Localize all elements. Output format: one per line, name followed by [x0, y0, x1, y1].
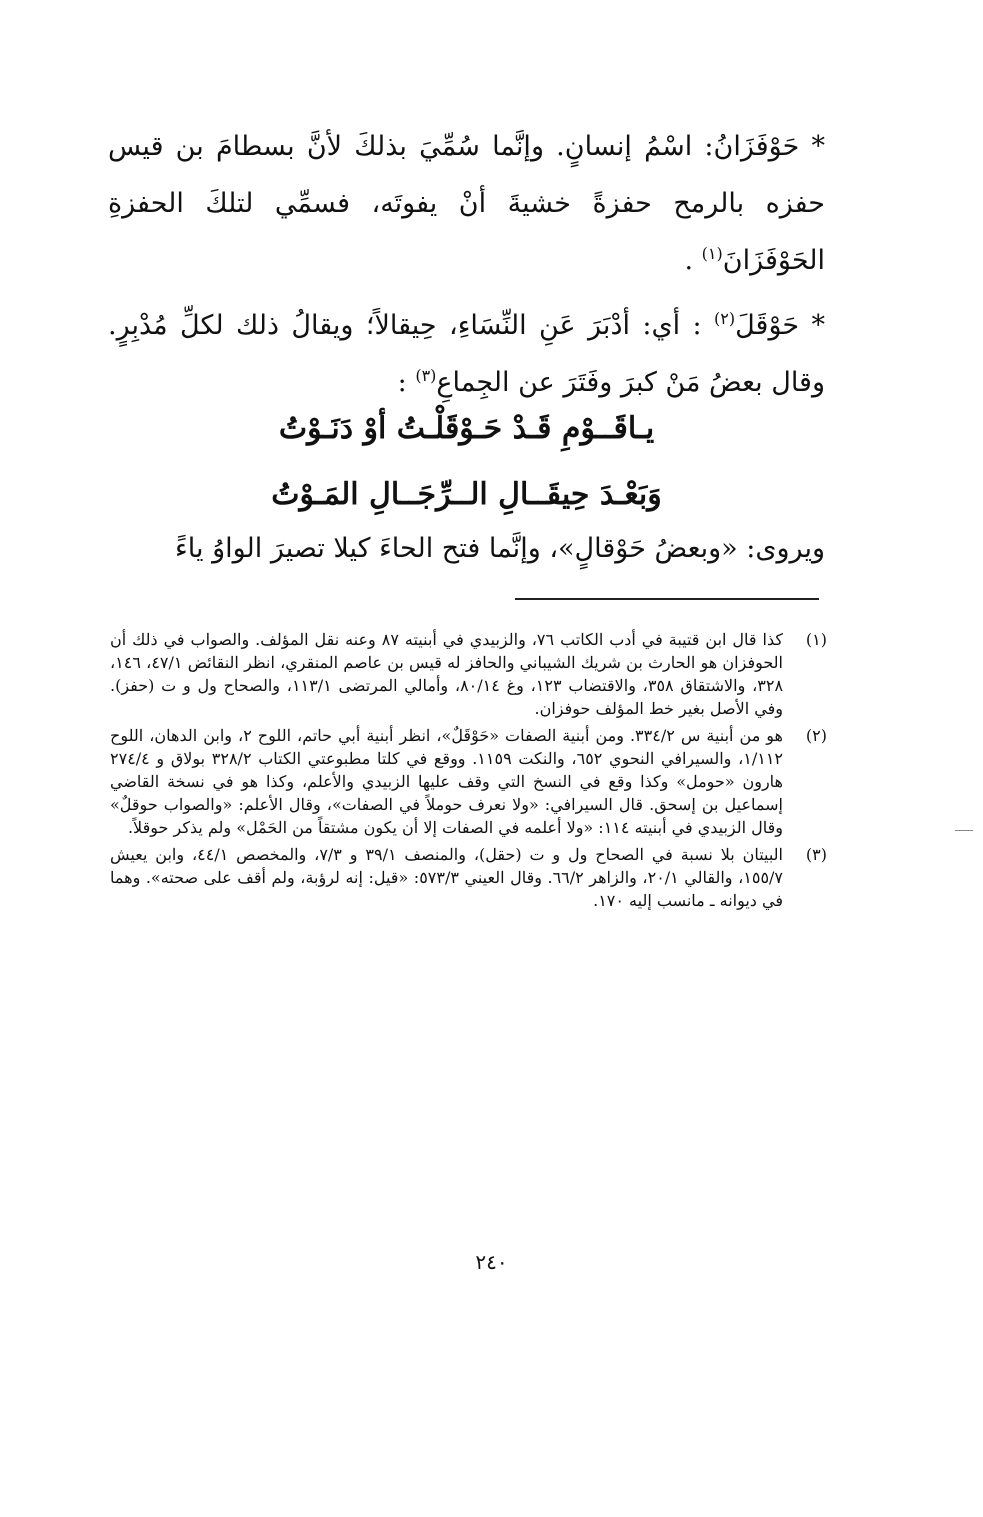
footnote-text: هو من أبنية س ٣٣٤/٢. ومن أبنية الصفات «حَوْقَلٌ»، انظر أبنية أبي حاتم، اللوح ٢، وابن الدهان، اللوح ١/١١٢، والسيرافي النحوي ٦٥٢، والنكت ١١٥٩. ووقع في كلتا مطبوعتي الكتاب ٣٢٨/٢ بولاق و ٢٧٤/٤ هارون «حومل» وكذا وقع في النسخ التي وقف عليها الزبيدي والأعلم، وكذا هو في نسخة القاضي إسماعيل بن إسحق. قال السيرافي: «ولا نعرف حوملاً في الصفات»، وقال الأعلم: «والصواب حوقلٌ» وقال الزبيدي في أبنيته ١١٤: «ولا أعلمه في الصفات إلا أن يكون مشتقاً من الحَمْل» ولم يذكر حوقلاً. [110, 726, 784, 837]
scan-margin-mark [955, 830, 973, 831]
poem-verses [200, 398, 733, 526]
entry-hawfazan-end: . [684, 245, 702, 276]
entry-hawfazan-text: * حَوْفَزَانُ: اسْمُ إنسانٍ. وإنَّما سُمِّيَ بذلكَ لأنَّ بسطامَ بن قيس حفزه بالرمح حفزةً خشيةَ أنْ يفوتَه، فسمِّي لتلكَ الحفزةِ الحَوْفَزَانَ [108, 131, 825, 276]
entry-hawqal-text: : أي: أدْبَرَ عَنِ النِّسَاءِ، حِيقالاً؛ ويقالُ ذلك لكلِّ مُدْبِرٍ. وقال بعضُ مَنْ كبرَ وفَتَرَ عن الجِماعِ [108, 310, 825, 398]
footnote-number: (١) [805, 630, 827, 649]
verse-line-2: وَبَعْـدَ حِيقَــالِ الــرِّجَــالِ المَـوْتُ [271, 477, 662, 512]
footnote-2 [110, 724, 827, 839]
page-number: ٢٤٠ [475, 1250, 508, 1274]
footnote-1 [110, 628, 827, 720]
entry-hawqal-head: * حَوْقَلَ [735, 310, 825, 341]
footnote-3 [110, 843, 827, 912]
footnote-number: (٢) [805, 726, 827, 745]
verse-line-1: يـاقَــوْمِ قَـدْ حَـوْقَلْـتُ أوْ دَنَـوْتُ [278, 411, 655, 446]
entry-hawqal [108, 297, 825, 411]
riwaya-line: ويروى: «وبعضُ حَوْقالٍ»، وإنَّما فتح الحاءَ كيلا تصيرَ الواوُ ياءً [175, 533, 825, 564]
footnote-separator [515, 598, 819, 600]
footnote-ref-2: (٢) [714, 309, 736, 328]
entry-hawfazan [108, 118, 825, 289]
footnote-text: كذا قال ابن قتيبة في أدب الكاتب ٧٦، والزبيدي في أبنيته ٨٧ وعنه نقل المؤلف. والصواب في ذلك أن الحوفزان هو الحارث بن شريك الشيباني والحافز له قيس بن عاصم المنقري، انظر النقائض ٤٧/١، ١٤٦، ٣٢٨، والاشتقاق ٣٥٨، والاقتضاب ١٢٣، وغ ٨٠/١٤، وأمالي المرتضى ١١٣/١، والصحاح ول و ت (حفز). وفي الأصل بغير خط المؤلف حوفزان. [110, 630, 784, 718]
footnotes [110, 628, 827, 916]
footnote-text: البيتان بلا نسبة في الصحاح ول و ت (حقل)، والمنصف ٣٩/١ و ٧/٣، والمخصص ٤٤/١، وابن يعيش ١٥٥/٧، والقالي ٢٠/١، والزاهر ٦٦/٢. وقال العيني ٥٧٣/٣: «قيل: إنه لرؤبة، ولم أقف على صحته». وهما في ديوانه ـ مانسب إليه ١٧٠. [110, 845, 784, 910]
footnote-ref-1: (١) [701, 244, 723, 263]
footnote-ref-3: (٣) [415, 366, 437, 385]
main-text [108, 118, 825, 411]
entry-hawqal-end: : [397, 367, 416, 398]
footnote-number: (٣) [805, 845, 827, 864]
